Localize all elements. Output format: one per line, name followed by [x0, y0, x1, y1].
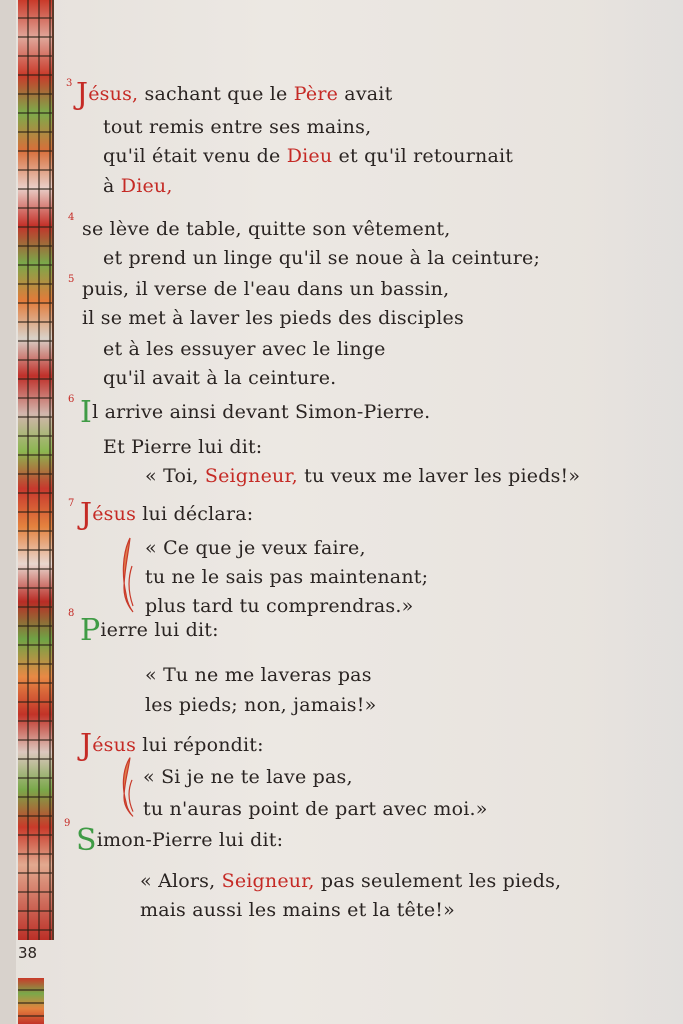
rubric-word: Dieu,	[120, 175, 173, 197]
stained-glass-border-bottom	[18, 978, 44, 1024]
text-segment: sachant que le	[138, 83, 294, 105]
flame-icon	[118, 536, 136, 614]
text-segment: « Alors,	[140, 870, 222, 892]
text-segment: avait	[338, 83, 393, 105]
text-line: les pieds; non, jamais!»	[145, 694, 377, 716]
text-segment: « Toi,	[145, 465, 205, 487]
text-segment: à	[103, 175, 121, 197]
text-line	[80, 728, 264, 763]
facing-page-edge	[0, 0, 16, 1024]
text-line	[76, 77, 393, 112]
drop-cap: J	[76, 77, 89, 112]
verse-number: 6	[68, 394, 75, 405]
text-segment: pas seulement les pieds,	[314, 870, 562, 892]
text-line: Et Pierre lui dit:	[103, 436, 263, 458]
text-line: il se met à laver les pieds des disciples	[82, 307, 464, 329]
rubric-word: ésus	[92, 734, 137, 756]
verse-number: 5	[68, 274, 75, 285]
text-line: « Tu ne me laveras pas	[145, 664, 372, 686]
drop-cap: S	[76, 823, 97, 858]
drop-cap: P	[80, 613, 101, 648]
text-line: plus tard tu comprendras.»	[145, 595, 414, 617]
rubric-word: ésus	[92, 503, 137, 525]
verse-number: 4	[68, 212, 75, 223]
text-line	[103, 175, 173, 197]
text-segment: imon-Pierre lui dit:	[96, 829, 284, 851]
drop-cap: J	[80, 728, 93, 763]
text-line: « Ce que je veux faire,	[145, 537, 366, 559]
text-line	[103, 145, 513, 167]
stained-glass-border	[18, 0, 54, 940]
text-line: qu'il avait à la ceinture.	[103, 367, 337, 389]
rubric-word: Seigneur,	[204, 465, 298, 487]
text-line: puis, il verse de l'eau dans un bassin,	[82, 278, 450, 300]
text-line: et prend un linge qu'il se noue à la ceinture;	[103, 247, 541, 269]
text-line: se lève de table, quitte son vêtement,	[82, 218, 451, 240]
text-line: « Si je ne te lave pas,	[143, 766, 353, 788]
text-segment: tu veux me laver les pieds!»	[297, 465, 581, 487]
rubric-word: Dieu	[286, 145, 333, 167]
verse-number: 3	[66, 78, 73, 89]
text-line	[80, 613, 219, 648]
rubric-word: ésus,	[88, 83, 139, 105]
drop-cap: I	[80, 395, 93, 430]
rubric-word: Seigneur,	[221, 870, 315, 892]
text-line: tu n'auras point de part avec moi.»	[143, 798, 488, 820]
text-segment: lui déclara:	[136, 503, 254, 525]
text-line	[80, 497, 254, 532]
drop-cap: J	[80, 497, 93, 532]
text-segment: et qu'il retournait	[332, 145, 514, 167]
text-segment: lui répondit:	[136, 734, 264, 756]
text-segment: l arrive ainsi devant Simon-Pierre.	[92, 401, 431, 423]
text-line	[145, 465, 580, 487]
verse-number: 7	[68, 498, 75, 509]
page-number: 38	[18, 944, 38, 962]
text-segment: qu'il était venu de	[103, 145, 287, 167]
text-line: et à les essuyer avec le linge	[103, 338, 386, 360]
text-line	[140, 870, 561, 892]
text-line: mais aussi les mains et la tête!»	[140, 899, 455, 921]
text-line	[76, 823, 284, 858]
page-shadow	[583, 0, 683, 1024]
verse-number: 8	[68, 608, 75, 619]
text-line: tu ne le sais pas maintenant;	[145, 566, 429, 588]
verse-number: 9	[64, 818, 71, 829]
rubric-word: Père	[293, 83, 339, 105]
flame-icon	[118, 756, 136, 818]
text-line	[80, 395, 431, 430]
text-segment: ierre lui dit:	[100, 619, 219, 641]
text-line: tout remis entre ses mains,	[103, 116, 372, 138]
